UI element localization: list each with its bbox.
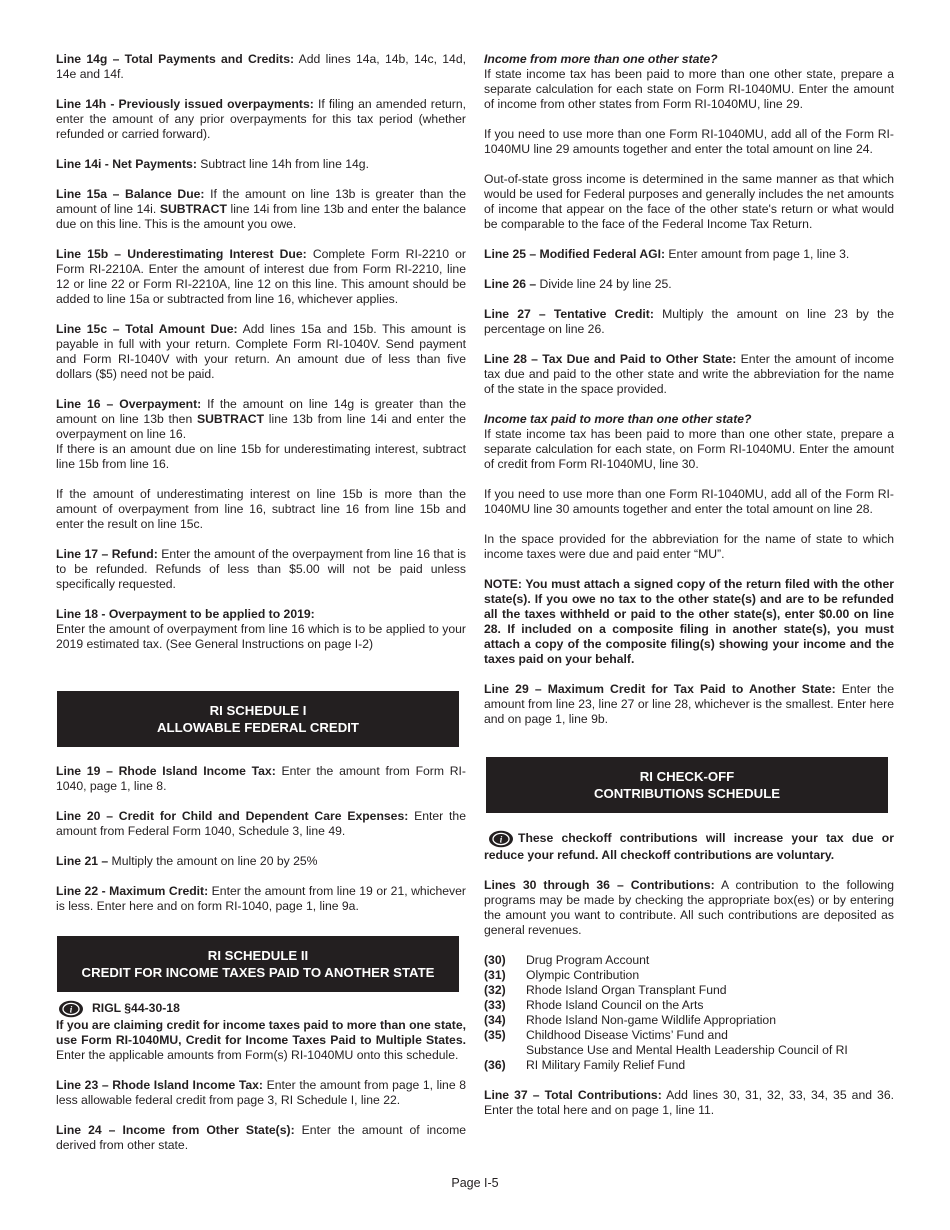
list-item: (33) Rhode Island Council on the Arts	[484, 998, 704, 1012]
contribution-list	[484, 953, 894, 1073]
svg-text:i: i	[69, 1004, 73, 1015]
list-item: Substance Use and Mental Health Leadership Council of RI	[526, 1043, 848, 1057]
tax-multi-state: Income tax paid to more than one other state? If state income tax has been paid to more than one other state, prepare a separate calculation for each state, on Form RI-1040MU. Enter the amount of credit from Form RI-1040MU, line 30.	[484, 412, 894, 471]
list-item: (32) Rhode Island Organ Transplant Fund	[484, 983, 727, 997]
list-item: (36) RI Military Family Relief Fund	[484, 1058, 686, 1072]
line-14g: Line 14g – Total Payments and Credits: Add lines 14a, 14b, 14c, 14d, 14e and 14f.	[56, 52, 466, 81]
line-29: Line 29 – Maximum Credit for Tax Paid to Another State: Enter the amount from line 23, line 27 or line 28, whichever is the smallest. Enter here and on page 1, line 9b.	[484, 682, 894, 726]
income-multi-state: Income from more than one other state? If state income tax has been paid to more than one other state, prepare a separate calculation for each state on Form RI-1040MU. Enter the amount of income from other states from Form RI-1040MU, line 29.	[484, 52, 894, 111]
line-15c: Line 15c – Total Amount Due: Add lines 15a and 15b. This amount is payable in full with your return. Complete Form RI-1040V. Send payment and Form RI-1040V with your return. An amount due of less than five dollars ($5) need not be paid.	[56, 322, 467, 381]
income-out-of-state: Out-of-state gross income is determined in the same manner as that which would be used for Federal purposes and generally includes the net amounts of income that appear on the face of the other state's return or what would be comparable to the face of the Federal Income Tax Return.	[484, 172, 894, 231]
schedule-2-banner: RI SCHEDULE II CREDIT FOR INCOME TAXES PAID TO ANOTHER STATE	[57, 936, 459, 992]
list-item: (34) Rhode Island Non-game Wildlife Appropriation	[484, 1013, 776, 1027]
list-item: (30) Drug Program Account	[484, 953, 650, 967]
line-26: Line 26 – Divide line 24 by line 25.	[484, 277, 672, 291]
line-16-note: If there is an amount due on line 15b for underestimating interest, subtract line 15b from line 16.	[56, 442, 466, 471]
line-19: Line 19 – Rhode Island Income Tax: Enter the amount from Form RI-1040, page 1, line 8.	[56, 764, 466, 793]
line-24: Line 24 – Income from Other State(s): Enter the amount of income derived from other state.	[56, 1123, 467, 1152]
line-27: Line 27 – Tentative Credit: Multiply the amount on line 23 by the percentage on line 26.	[484, 307, 894, 336]
line-25: Line 25 – Modified Federal AGI: Enter amount from page 1, line 3.	[484, 247, 850, 261]
line-21: Line 21 – Multiply the amount on line 20 by 25%	[56, 854, 318, 868]
line-17: Line 17 – Refund: Enter the amount of the overpayment from line 16 that is to be refunded. Refunds of less than $5.00 will not be paid unless specifically requested.	[56, 547, 467, 591]
income-multi-state-2: If you need to use more than one Form RI-1040MU, add all of the Form RI-1040MU line 29 amounts together and enter the total amount on line 24.	[484, 127, 894, 156]
tax-mu-abbrev: In the space provided for the abbreviation for the name of state to which income taxes were due and paid enter “MU”.	[484, 532, 894, 561]
schedule-1-banner: RI SCHEDULE I ALLOWABLE FEDERAL CREDIT	[57, 691, 459, 747]
rigl-note: i RIGL §44-30-18 If you are claiming credit for income taxes paid to more than one state, use Form RI-1040MU, Credit for Income Taxes Paid to Multiple States. Enter the applicable amounts from Form(s) RI-1040MU onto this schedule.	[56, 1001, 466, 1062]
line-14h: Line 14h - Previously issued overpayments: If filing an amended return, enter the amount of any prior overpayments for this tax period (whether refunded or carried forward).	[56, 97, 466, 141]
line-16-note-2: If the amount of underestimating interest on line 15b is more than the amount of overpayment from line 16, subtract line 16 from line 15b and enter the result on line 15c.	[56, 487, 466, 531]
line-20: Line 20 – Credit for Child and Dependent Care Expenses: Enter the amount from Federal Form 1040, Schedule 3, line 49.	[56, 809, 466, 838]
list-item: (31) Olympic Contribution	[484, 968, 640, 982]
line-37: Line 37 – Total Contributions: Add lines 30, 31, 32, 33, 34, 35 and 36. Enter the total here and on page 1, line 11.	[484, 1088, 895, 1117]
line-18: Line 18 - Overpayment to be applied to 2019: Enter the amount of overpayment from line 16 which is to be applied to your 2019 estimated tax. (See General Instructions on page I-2)	[56, 607, 466, 651]
info-icon	[488, 830, 514, 848]
svg-text:i: i	[499, 834, 503, 845]
info-icon	[58, 1000, 84, 1018]
line-23: Line 23 – Rhode Island Income Tax: Enter the amount from page 1, line 8 less allowable federal credit from page 3, RI Schedule I, line 22.	[56, 1078, 466, 1107]
page-number: Page I-5	[451, 1176, 499, 1190]
checkoff-note: i These checkoff contributions will increase your tax due or reduce your refund. All checkoff contributions are voluntary.	[484, 831, 894, 862]
lines-30-36: Lines 30 through 36 – Contributions: A contribution to the following programs may be made by checking the appropriate box(es) or by entering the amount you want to contribute. All such contributions are deposited as general revenues.	[484, 878, 894, 937]
line-22: Line 22 - Maximum Credit: Enter the amount from line 19 or 21, whichever is less. Enter here and on form RI-1040, page 1, line 9a.	[56, 884, 466, 913]
tax-multi-state-2: If you need to use more than one Form RI-1040MU, add all of the Form RI-1040MU line 30 amounts together and enter the total amount on line 28.	[484, 487, 894, 516]
left-column	[56, 52, 466, 1168]
attach-note: NOTE: You must attach a signed copy of the return filed with the other state(s). If you owe no tax to the other state(s) and are to be refunded all the taxes withheld or paid to the other state(s), enter $0.00 on line 28. If included on a composite filing in another state(s), you must attach a copy of the composite filing(s) showing your income and the taxes paid on your behalf.	[484, 577, 894, 666]
line-15a: Line 15a – Balance Due: If the amount on line 13b is greater than the amount of line 14i. SUBTRACT line 14i from line 13b and enter the balance due on this line. This is the amount you owe.	[56, 187, 466, 231]
line-15b: Line 15b – Underestimating Interest Due: Complete Form RI-2210 or Form RI-2210A. Enter the amount of interest due from Form RI-2210, line 12 or line 22 or Form RI-2210A, line 12 on this line. This amount should be added to line 15a or subtracted from line 16, whichever applies.	[56, 247, 466, 306]
line-28: Line 28 – Tax Due and Paid to Other State: Enter the amount of income tax due and paid to the other state and write the abbreviation for the name of the state in the space provided.	[484, 352, 894, 396]
right-column	[484, 52, 894, 1133]
line-14i: Line 14i - Net Payments: Subtract line 14h from line 14g.	[56, 157, 369, 171]
list-item: (35) Childhood Disease Victims’ Fund and	[484, 1028, 728, 1042]
checkoff-banner: RI CHECK-OFF CONTRIBUTIONS SCHEDULE	[486, 757, 888, 813]
line-16: Line 16 – Overpayment: If the amount on line 14g is greater than the amount on line 13b then SUBTRACT line 13b from line 14i and enter the overpayment on line 16.	[56, 397, 467, 441]
